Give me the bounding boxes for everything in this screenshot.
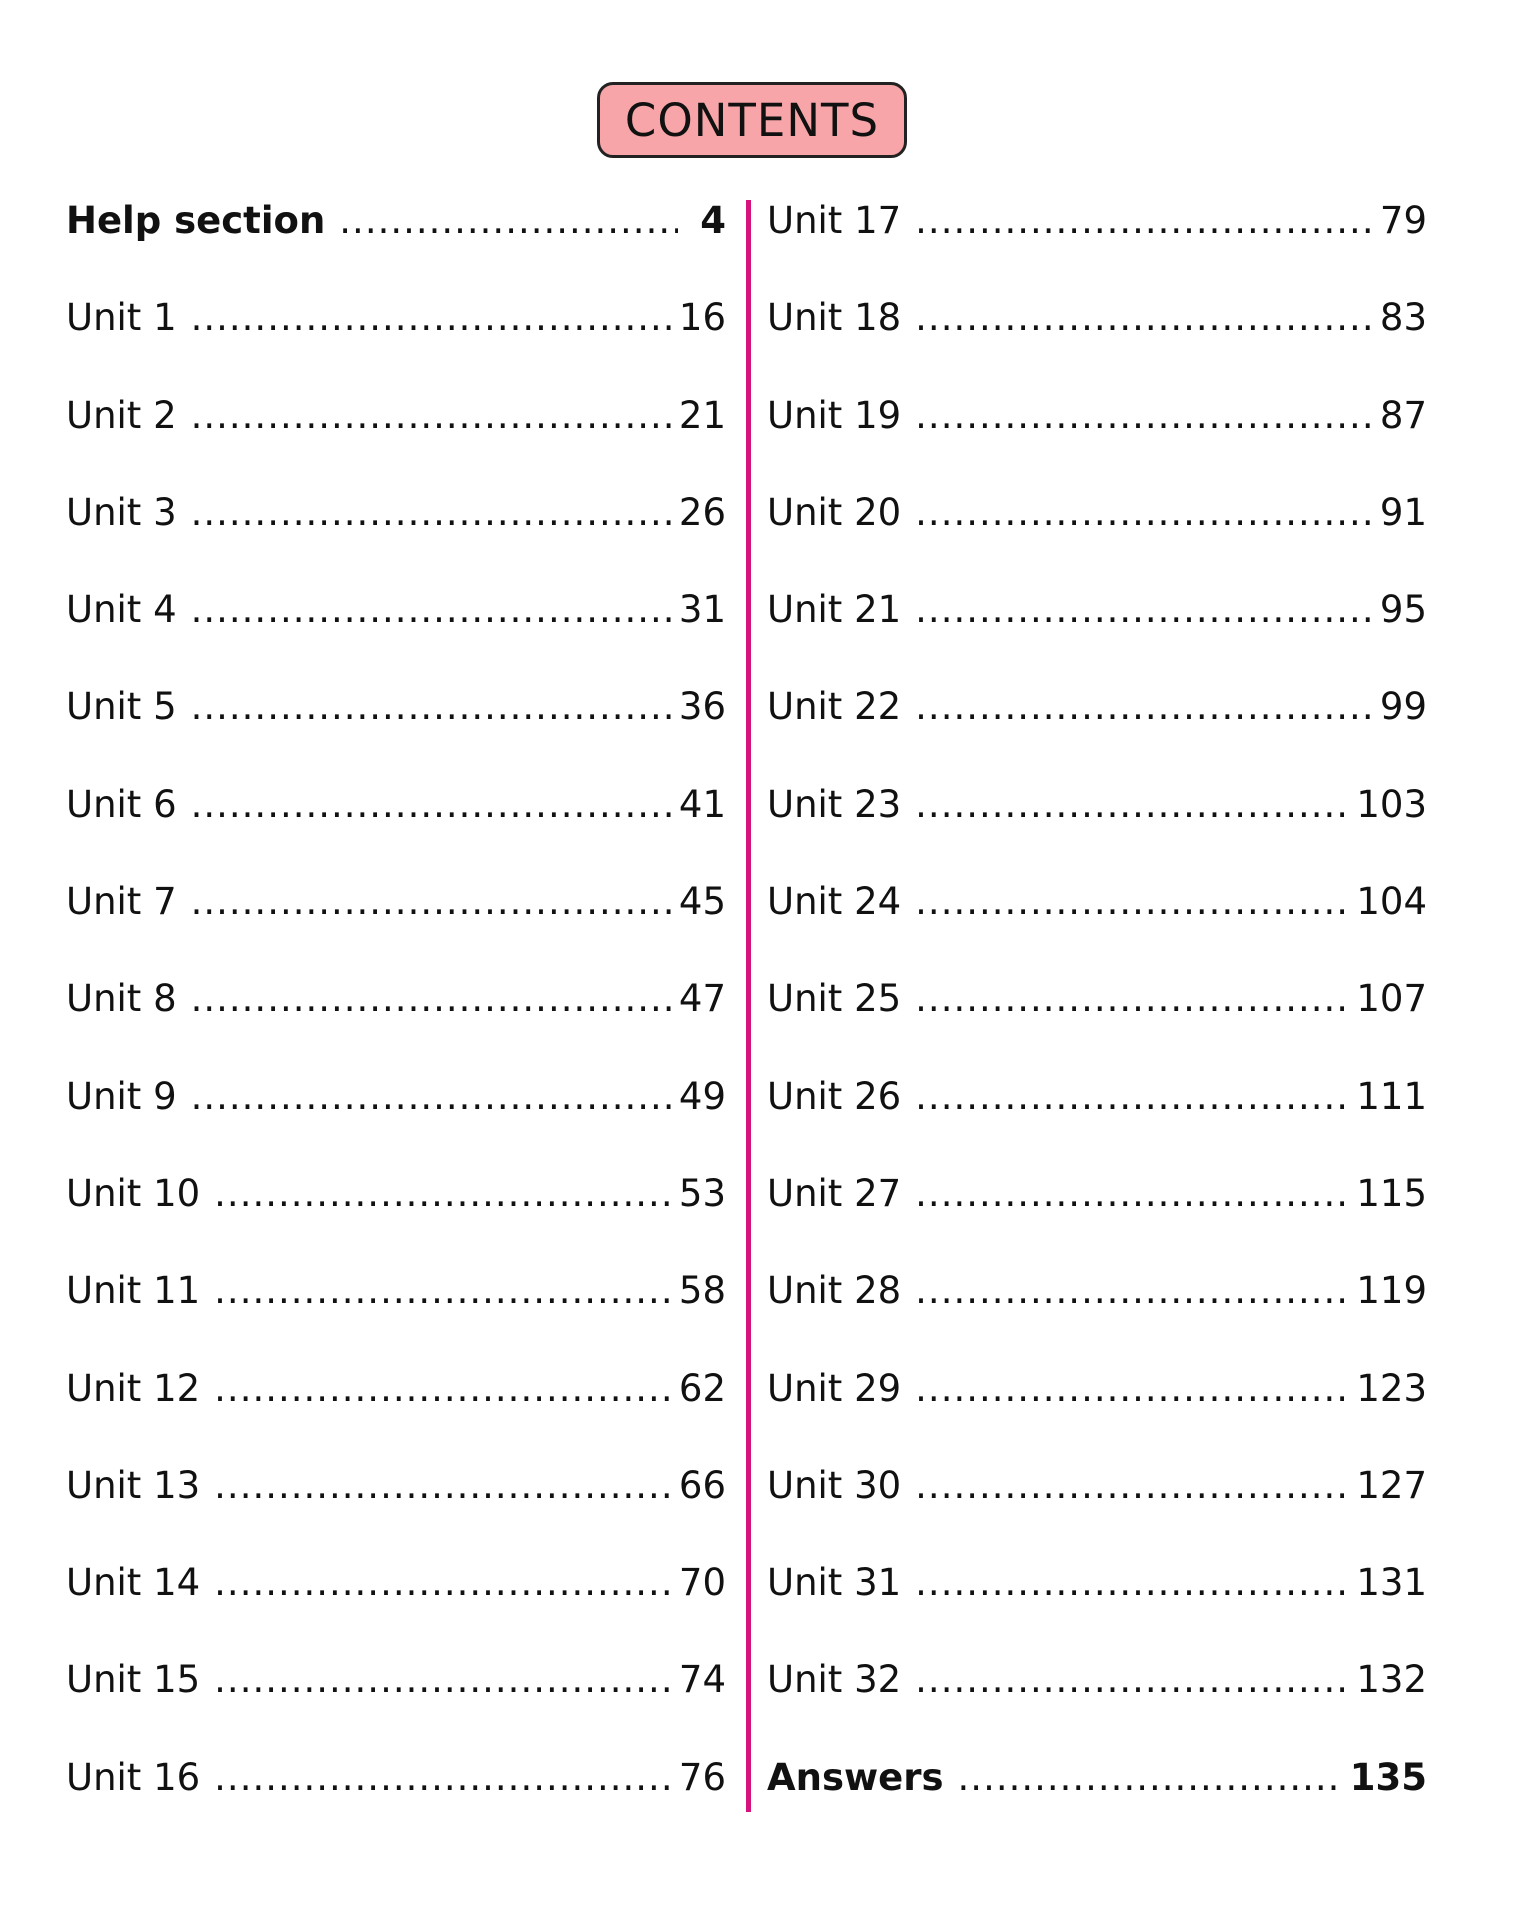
dot-leader [915,376,1372,456]
dot-leader [915,1251,1348,1331]
entry-page-number: 127 [1356,1463,1427,1507]
contents-entry [66,1738,726,1835]
entry-label: Unit 10 [66,1171,201,1215]
contents-entry [66,1349,726,1446]
entry-page-number: 31 [678,588,726,632]
entry-label: Unit 30 [767,1463,902,1507]
contents-entry [66,1057,726,1154]
dot-leader [191,667,671,747]
entry-label: Unit 6 [66,782,177,826]
dot-leader [915,667,1372,747]
contents-entry [767,1543,1427,1640]
entry-label: Unit 8 [66,977,177,1021]
dot-leader [915,181,1372,261]
dot-leader [915,1640,1348,1720]
dot-leader [191,376,671,456]
entry-page-number: 41 [678,782,726,826]
entry-label: Unit 25 [767,977,902,1021]
entry-page-number: 119 [1356,1269,1427,1313]
entry-label: Unit 2 [66,393,177,437]
contents-entry [66,1640,726,1737]
contents-entry [767,376,1427,473]
dot-leader [191,473,671,553]
column-divider [746,200,751,1812]
dot-leader [915,1154,1348,1234]
contents-entry [767,1738,1427,1835]
entry-label: Unit 9 [66,1074,177,1118]
entry-page-number: 99 [1379,685,1427,729]
dot-leader [915,473,1372,553]
dot-leader [214,1543,671,1623]
contents-entry [66,376,726,473]
dot-leader [915,1057,1348,1137]
entry-page-number: 131 [1356,1561,1427,1605]
entry-label: Unit 29 [767,1366,902,1410]
entry-page-number: 79 [1379,199,1427,242]
entry-page-number: 132 [1356,1658,1427,1702]
dot-leader [915,1446,1348,1526]
entry-label: Unit 22 [767,685,902,729]
entry-label: Unit 11 [66,1269,201,1313]
contents-entry [767,181,1427,278]
dot-leader [191,862,671,942]
contents-entry [767,473,1427,570]
entry-label: Unit 7 [66,880,177,924]
contents-entry [767,862,1427,959]
dot-leader [191,278,671,358]
contents-entry [66,570,726,667]
dot-leader [214,1154,671,1234]
contents-entry [767,278,1427,375]
entry-page-number: 26 [678,490,726,534]
dot-leader [915,570,1372,650]
contents-entry [767,1154,1427,1251]
contents-title-box [597,82,907,158]
entry-page-number: 111 [1356,1074,1427,1118]
dot-leader [214,1251,671,1331]
entry-page-number: 58 [678,1269,726,1313]
contents-entry [66,862,726,959]
dot-leader [915,1349,1348,1429]
entry-page-number: 53 [678,1171,726,1215]
dot-leader [214,1640,671,1720]
entry-label: Help section [66,199,326,242]
entry-label: Unit 28 [767,1269,902,1313]
entry-label: Unit 1 [66,296,177,340]
contents-entry [66,181,726,278]
entry-label: Unit 16 [66,1755,201,1799]
entry-page-number: 36 [678,685,726,729]
dot-leader [958,1738,1342,1818]
entry-page-number: 70 [678,1561,726,1605]
contents-entry [66,959,726,1056]
entry-page-number: 47 [678,977,726,1021]
entry-label: Unit 13 [66,1463,201,1507]
entry-label: Unit 12 [66,1366,201,1410]
contents-entry [767,667,1427,764]
dot-leader [191,1057,671,1137]
entry-page-number: 74 [678,1658,726,1702]
contents-entry [66,473,726,570]
dot-leader [214,1349,671,1429]
dot-leader [191,765,671,845]
dot-leader [191,959,671,1039]
entry-page-number: 16 [678,296,726,340]
entry-label: Unit 17 [767,199,902,242]
entry-page-number: 95 [1379,588,1427,632]
entry-label: Unit 32 [767,1658,902,1702]
dot-leader [339,181,678,261]
dot-leader [214,1446,671,1526]
contents-entry [66,1446,726,1543]
contents-entry [767,1446,1427,1543]
entry-label: Unit 19 [767,393,902,437]
contents-entry [767,959,1427,1056]
entry-page-number: 135 [1349,1755,1427,1799]
entry-label: Answers [767,1755,944,1799]
entry-page-number: 104 [1356,880,1427,924]
contents-entry [767,1640,1427,1737]
entry-page-number: 103 [1356,782,1427,826]
entry-page-number: 107 [1356,977,1427,1021]
entry-page-number: 21 [678,393,726,437]
entry-page-number: 76 [678,1755,726,1799]
entry-label: Unit 23 [767,782,902,826]
contents-entry [767,570,1427,667]
entry-page-number: 49 [678,1074,726,1118]
page-title: CONTENTS [624,93,880,147]
entry-page-number: 87 [1379,393,1427,437]
contents-entry [66,1154,726,1251]
entry-label: Unit 14 [66,1561,201,1605]
contents-entry [767,1057,1427,1154]
dot-leader [915,765,1348,845]
dot-leader [191,570,671,650]
contents-entry [66,1543,726,1640]
entry-label: Unit 15 [66,1658,201,1702]
contents-entry [66,278,726,375]
entry-label: Unit 20 [767,490,902,534]
entry-page-number: 123 [1356,1366,1427,1410]
entry-label: Unit 21 [767,588,902,632]
contents-entry [66,1251,726,1348]
entry-label: Unit 24 [767,880,902,924]
entry-page-number: 4 [700,199,726,242]
entry-page-number: 62 [678,1366,726,1410]
dot-leader [915,1543,1348,1623]
entry-label: Unit 31 [767,1561,902,1605]
entry-page-number: 83 [1379,296,1427,340]
contents-entry [767,765,1427,862]
contents-right-column [767,181,1427,1835]
entry-label: Unit 27 [767,1171,902,1215]
entry-label: Unit 18 [767,296,902,340]
contents-entry [767,1251,1427,1348]
dot-leader [915,862,1348,942]
dot-leader [915,959,1348,1039]
contents-left-column [66,181,726,1835]
entry-page-number: 91 [1379,490,1427,534]
entry-label: Unit 26 [767,1074,902,1118]
entry-label: Unit 5 [66,685,177,729]
entry-label: Unit 3 [66,490,177,534]
contents-entry [767,1349,1427,1446]
entry-page-number: 45 [678,880,726,924]
dot-leader [214,1738,671,1818]
entry-page-number: 115 [1356,1171,1427,1215]
contents-entry [66,667,726,764]
entry-label: Unit 4 [66,588,177,632]
contents-entry [66,765,726,862]
dot-leader [915,278,1372,358]
entry-page-number: 66 [678,1463,726,1507]
